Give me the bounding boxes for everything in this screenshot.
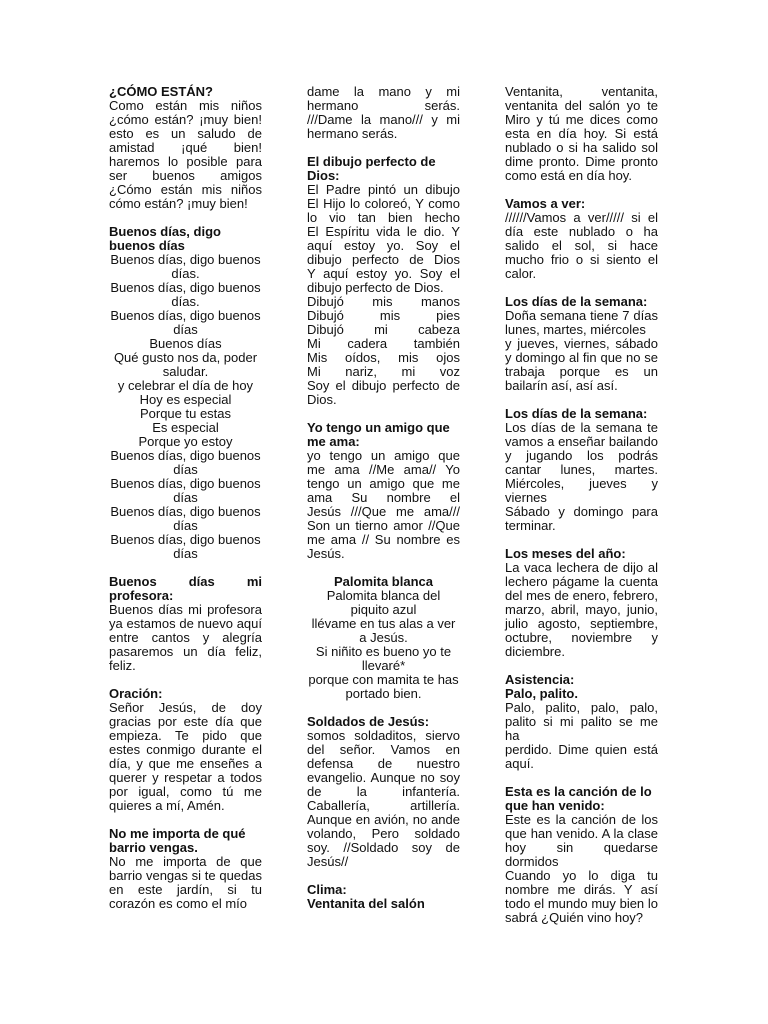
text-line: Hoy es especial	[139, 392, 232, 407]
section-title: me ama:	[307, 434, 360, 449]
song-section	[109, 575, 262, 673]
song-section	[505, 85, 658, 183]
text-line: calor.	[505, 266, 537, 281]
text-line: y jugando los podrás	[505, 448, 658, 463]
text-line: Sábado y domingo para	[505, 504, 658, 519]
text-line: nublado o si ha salido sol	[505, 140, 658, 155]
song-section	[505, 547, 658, 659]
text-line: entre cantos y alegría	[109, 630, 262, 645]
section-title: Oración:	[109, 686, 163, 701]
text-line: //////Vamos a ver///// si el	[505, 210, 658, 225]
text-line: Qué gusto nos da, poder	[113, 350, 258, 365]
text-line: piquito azul	[350, 602, 417, 617]
text-line: Buenos días, digo buenos	[110, 252, 261, 267]
section-title: Esta es la canción de lo	[505, 784, 652, 799]
text-line: defensa de nuestro	[307, 756, 460, 771]
section-title: Clima:	[307, 882, 347, 897]
text-line: aquí.	[505, 756, 534, 771]
text-line: bailarín así, así así.	[505, 378, 618, 393]
text-line: y celebrar el día de hoy	[117, 378, 254, 393]
text-line: día este nublado o ha	[505, 224, 658, 239]
text-line: ser buenos amigos	[109, 168, 262, 183]
text-line: lechero págame la cuenta	[505, 574, 658, 589]
section-title: Soldados de Jesús:	[307, 714, 430, 729]
text-line: Mi cadera también	[307, 336, 460, 351]
column-2	[307, 85, 460, 925]
text-line: dame la mano y mi	[307, 84, 460, 99]
text-line: feliz.	[109, 658, 136, 673]
text-line: Soy el dibujo perfecto de	[307, 378, 460, 393]
text-line: Mis oídos, mis ojos	[307, 350, 460, 365]
text-line: Si niñito es bueno yo te	[315, 644, 452, 659]
song-section	[109, 827, 262, 911]
text-line: La vaca lechera de dijo al	[505, 560, 658, 575]
text-line: perdido. Dime quien está	[505, 742, 658, 757]
song-section	[505, 785, 658, 925]
text-line: ///Dame la mano/// y mi	[307, 112, 460, 127]
text-line: octubre, noviembre y	[505, 630, 658, 645]
text-line: esta en día hoy. Si está	[505, 126, 658, 141]
text-line: todo el mundo muy bien lo	[505, 896, 658, 911]
text-line: ya estamos de nuevo aquí	[109, 616, 262, 631]
text-line: días.	[171, 266, 200, 281]
song-section	[307, 715, 460, 869]
text-line: Buenos días, digo buenos	[110, 504, 261, 519]
text-line: gracias por este día que	[109, 714, 262, 729]
text-line: esto es un saludo de	[109, 126, 262, 141]
text-line: Miro y tú me dices como	[505, 112, 658, 127]
text-line: estes conmigo durante el	[109, 742, 262, 757]
text-line: julio agosto, septiembre,	[505, 616, 658, 631]
text-line: corazón es como el mío	[109, 896, 248, 911]
section-title: buenos días	[109, 238, 185, 253]
text-line: Miércoles, jueves y	[505, 476, 658, 491]
text-line: días	[173, 518, 198, 533]
section-title: Los días de la semana:	[505, 406, 648, 421]
text-line: días	[173, 462, 198, 477]
text-line: por igual, como tú me	[109, 784, 262, 799]
text-line: hoy sin quedarse	[505, 840, 658, 855]
song-section	[505, 197, 658, 281]
text-line: mucho frio o si siento el	[505, 252, 658, 267]
text-line: me ama //Me ama// Yo	[307, 462, 460, 477]
section-title: El dibujo perfecto de	[307, 154, 436, 169]
text-line: marzo, abril, mayo, junio,	[505, 602, 658, 617]
text-line: y jueves, viernes, sábado	[505, 336, 658, 351]
text-line: Buenos días, digo buenos	[110, 448, 261, 463]
text-line: ¿Cómo están mis niños	[109, 182, 262, 197]
text-line: portado bien.	[345, 686, 422, 701]
text-line: Porque yo estoy	[138, 434, 233, 449]
text-line: lunes, martes, miércoles	[505, 322, 646, 337]
text-line: a Jesús.	[359, 630, 408, 645]
text-line: día, y que me enseñes a	[109, 756, 262, 771]
text-line: Caballería, artillería.	[307, 798, 460, 813]
column-3	[505, 85, 658, 939]
text-line: querer y respetar a todos	[109, 770, 262, 785]
song-section	[505, 407, 658, 533]
text-line: Buenos días, digo buenos	[110, 532, 261, 547]
text-line: Doña semana tiene 7 días	[505, 308, 658, 323]
text-line: hermano serás.	[307, 98, 460, 113]
text-line: Buenos días, digo buenos	[110, 280, 261, 295]
section-title: barrio vengas.	[109, 840, 198, 855]
text-line: como está en día hoy.	[505, 168, 632, 183]
text-line: quieres a mí, Amén.	[109, 798, 225, 813]
text-line: Como están mis niños	[109, 98, 262, 113]
text-line: lo vio tan bien hecho	[307, 210, 460, 225]
text-line: Mi nariz, mi voz	[307, 364, 460, 379]
text-line: diciembre.	[505, 644, 565, 659]
text-line: llévame en tus alas a ver	[311, 616, 456, 631]
section-title: que han venido:	[505, 798, 605, 813]
song-section	[109, 687, 262, 813]
text-line: Ventanita, ventanita,	[505, 84, 658, 99]
text-line: Buenos días mi profesora	[109, 602, 262, 617]
song-section	[307, 883, 460, 911]
text-line: amistad ¡qué bien!	[109, 140, 262, 155]
text-line: Los días de la semana te	[505, 420, 658, 435]
text-line: haremos lo posible para	[109, 154, 262, 169]
text-line: viernes	[505, 490, 547, 505]
text-line: días	[173, 490, 198, 505]
text-line: Dios.	[307, 392, 337, 407]
song-section	[307, 421, 460, 561]
section-title: Ventanita del salón	[307, 896, 425, 911]
text-line: Jesús ///Que me ama///	[307, 504, 460, 519]
text-line: No me importa de que	[109, 854, 262, 869]
section-title: Vamos a ver:	[505, 196, 586, 211]
text-line: soy. //Soldado soy de	[307, 840, 460, 855]
text-line: Dibujó mis manos	[307, 294, 460, 309]
text-line: Este es la canción de los	[505, 812, 658, 827]
section-title: profesora:	[109, 588, 174, 603]
text-line: empieza. Te pido que	[109, 728, 262, 743]
text-line: volando, Pero soldado	[307, 826, 460, 841]
text-line: vamos a enseñar bailando	[505, 434, 658, 449]
text-line: saludar.	[162, 364, 209, 379]
text-line: Es especial	[152, 420, 219, 435]
text-line: El Espíritu vida le dio. Y	[307, 224, 460, 239]
text-line: Son un tierno amor //Que	[307, 518, 460, 533]
text-line: del mes de enero, febrero,	[505, 588, 658, 603]
text-line: Jesús//	[307, 854, 349, 869]
text-line: Buenos días, digo buenos	[110, 476, 261, 491]
text-line: pasaremos un día feliz,	[109, 644, 262, 659]
text-line: barrio vengas si te quedas	[109, 868, 262, 883]
song-section	[307, 575, 460, 701]
section-title: Palomita blanca	[334, 574, 433, 589]
text-line: dormidos	[505, 854, 559, 869]
text-line: El Padre pintó un dibujo	[307, 182, 460, 197]
text-line: Jesús.	[307, 546, 345, 561]
text-line: Buenos días	[149, 336, 222, 351]
section-title: Yo tengo un amigo que	[307, 420, 450, 435]
text-line: Y aquí estoy yo. Soy el	[307, 266, 460, 281]
text-line: sabrá ¿Quién vino hoy?	[505, 910, 644, 925]
song-section	[505, 673, 658, 771]
text-line: días	[173, 546, 198, 561]
text-line: palito si mi palito se me ha	[505, 714, 658, 743]
text-line: llevaré*	[361, 658, 406, 673]
text-line: cómo están? ¡muy bien!	[109, 196, 248, 211]
section-title: No me importa de qué	[109, 826, 246, 841]
text-line: Porque tu estas	[139, 406, 232, 421]
text-line: evangelio. Aunque no soy	[307, 770, 460, 785]
text-line: Dibujó mi cabeza	[307, 322, 460, 337]
song-section	[307, 155, 460, 407]
text-line: Dibujó mis pies	[307, 308, 460, 323]
song-section	[505, 295, 658, 393]
text-line: Aunque en avión, no ande	[307, 812, 460, 827]
text-line: dibujo perfecto de Dios	[307, 252, 460, 267]
text-line: Palo, palito, palo, palo,	[505, 700, 658, 715]
text-line: y domingo al fin que no se	[505, 350, 658, 365]
text-line: terminar.	[505, 518, 556, 533]
text-line: Cuando yo lo diga tu	[505, 868, 658, 883]
song-section	[307, 85, 460, 141]
column-1	[109, 85, 262, 925]
text-line: yo tengo un amigo que	[307, 448, 460, 463]
text-line: Buenos días, digo buenos	[110, 308, 261, 323]
text-line: días.	[171, 294, 200, 309]
text-line: Palomita blanca del	[326, 588, 441, 603]
text-line: porque con mamita te has	[308, 672, 459, 687]
text-line: que han venido. A la clase	[505, 826, 658, 841]
text-line: en este jardín, si tu	[109, 882, 262, 897]
section-title: Buenos días mi	[109, 574, 262, 589]
text-line: Señor Jesús, de doy	[109, 700, 262, 715]
text-line: hermano serás.	[307, 126, 398, 141]
text-line: tengo un amigo que me	[307, 476, 460, 491]
text-line: aquí estoy yo. Soy el	[307, 238, 460, 253]
text-line: El Hijo lo coloreó, Y como	[307, 196, 460, 211]
text-line: del señor. Vamos en	[307, 742, 460, 757]
text-line: ventanita del salón yo te	[505, 98, 658, 113]
section-title: Palo, palito.	[505, 686, 578, 701]
section-title: Los días de la semana:	[505, 294, 648, 309]
section-title: Buenos días, digo	[109, 224, 221, 239]
text-line: de la infantería.	[307, 784, 460, 799]
song-section	[109, 85, 262, 211]
text-line: somos soldaditos, siervo	[307, 728, 460, 743]
text-line: días	[173, 322, 198, 337]
section-title: Dios:	[307, 168, 340, 183]
section-title: ¿CÓMO ESTÁN?	[109, 84, 213, 99]
text-line: trabaja porque es un	[505, 364, 658, 379]
text-line: cantar lunes, martes.	[505, 462, 658, 477]
text-line: nombre me dirás. Y así	[505, 882, 658, 897]
text-line: me ama // Su nombre es	[307, 532, 460, 547]
text-line: dime pronto. Dime pronto	[505, 154, 658, 169]
text-line: dibujo perfecto de Dios.	[307, 280, 444, 295]
section-title: Los meses del año:	[505, 546, 626, 561]
section-title: Asistencia:	[505, 672, 575, 687]
song-section	[109, 225, 262, 561]
text-line: ¿cómo están? ¡muy bien!	[109, 112, 262, 127]
text-line: ama Su nombre el	[307, 490, 460, 505]
text-line: salido el sol, si hace	[505, 238, 658, 253]
